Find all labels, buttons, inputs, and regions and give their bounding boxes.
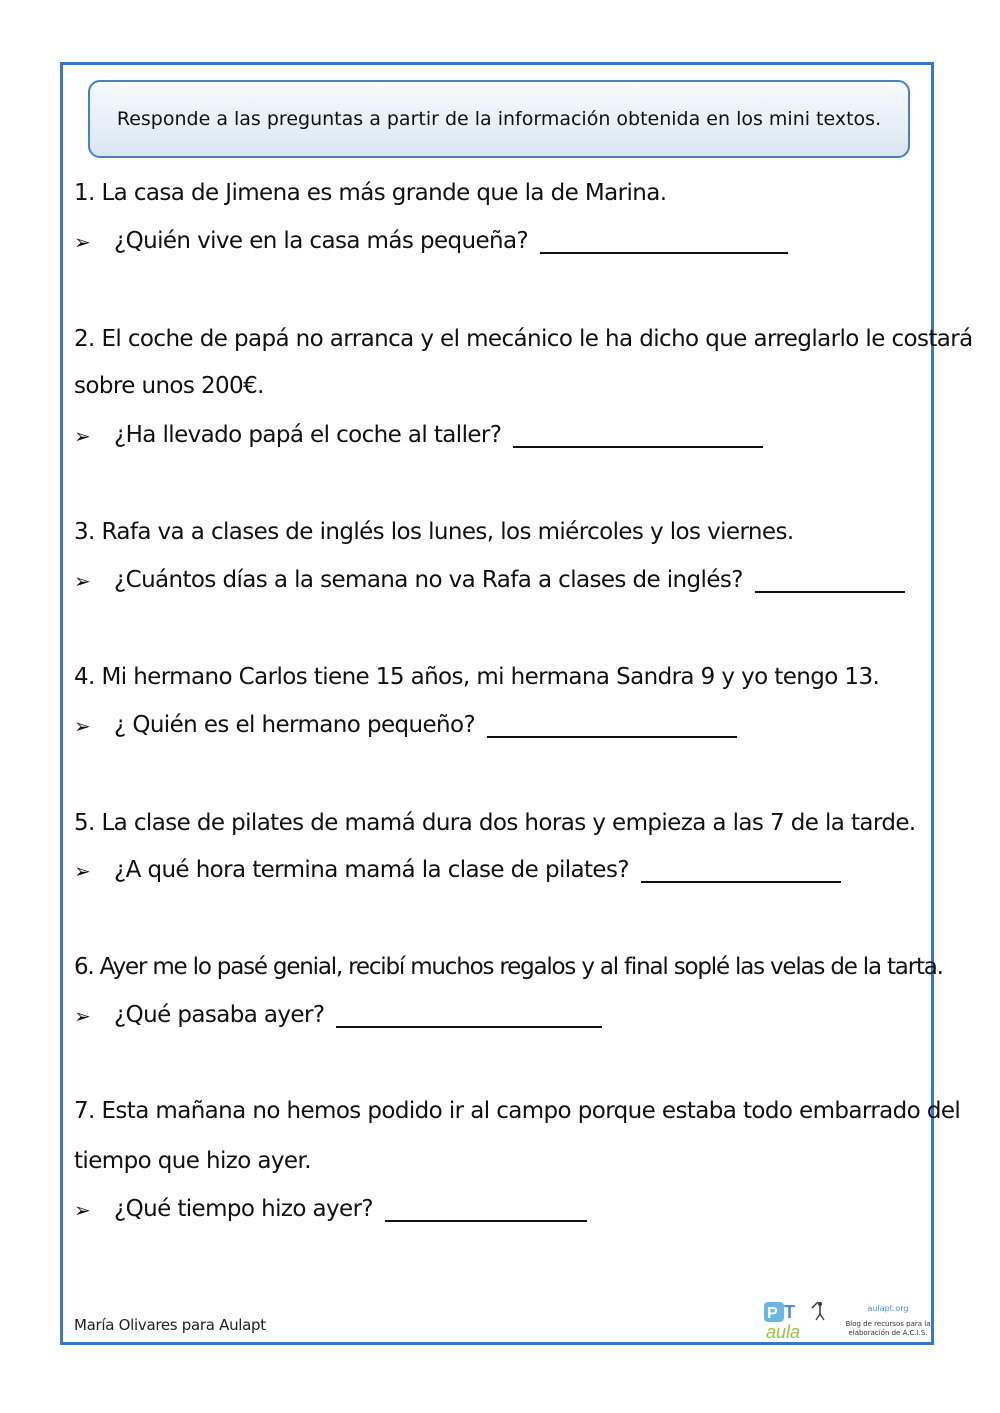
logo-site: aulapt.org <box>867 1304 909 1313</box>
question-3 <box>74 567 905 593</box>
answer-field-2[interactable] <box>513 424 763 448</box>
question-text-6: ¿Qué pasaba ayer? <box>114 1002 325 1028</box>
statement-3: 3. Rafa va a clases de inglés los lunes, los miércoles y los viernes. <box>74 519 794 545</box>
question-text-7: ¿Qué tiempo hizo ayer? <box>114 1196 374 1222</box>
question-4 <box>74 712 737 738</box>
statement-4: 4. Mi hermano Carlos tiene 15 años, mi hermana Sandra 9 y yo tengo 13. <box>74 664 880 690</box>
statement-6: 6. Ayer me lo pasé genial, recibí muchos regalos y al final soplé las velas de la tarta. <box>74 954 943 980</box>
svg-text:T: T <box>784 1302 795 1322</box>
arrow-bullet-icon: ➢ <box>74 1198 91 1222</box>
answer-field-5[interactable] <box>641 859 841 883</box>
statement-7-line-1: 7. Esta mañana no hemos podido ir al campo porque estaba todo embarrado del <box>74 1098 961 1124</box>
question-5 <box>74 857 841 883</box>
statement-1: 1. La casa de Jimena es más grande que la de Marina. <box>74 180 667 206</box>
svg-text:aula: aula <box>766 1322 801 1342</box>
question-text-1: ¿Quién vive en la casa más pequeña? <box>114 228 529 254</box>
question-text-4: ¿ Quién es el hermano pequeño? <box>114 712 476 738</box>
statement-2-line-2: sobre unos 200€. <box>74 373 264 399</box>
answer-field-4[interactable] <box>487 714 737 738</box>
question-text-2: ¿Ha llevado papá el coche al taller? <box>114 422 502 448</box>
statement-2-line-1: 2. El coche de papá no arranca y el mecánico le ha dicho que arreglarlo le costará <box>74 326 973 352</box>
arrow-bullet-icon: ➢ <box>74 424 91 448</box>
answer-field-3[interactable] <box>755 569 905 593</box>
arrow-bullet-icon: ➢ <box>74 569 91 593</box>
instruction-box <box>88 80 910 158</box>
aulapt-logo <box>760 1298 936 1344</box>
question-2 <box>74 422 763 448</box>
pt-aula-logo-icon <box>760 1298 840 1344</box>
logo-caption-1: Blog de recursos para la <box>845 1320 931 1328</box>
author-credit: María Olivares para Aulapt <box>74 1316 266 1334</box>
arrow-bullet-icon: ➢ <box>74 1004 91 1028</box>
answer-field-6[interactable] <box>336 1004 602 1028</box>
arrow-bullet-icon: ➢ <box>74 714 91 738</box>
svg-text:P: P <box>767 1305 778 1322</box>
statement-7-line-2: tiempo que hizo ayer. <box>74 1148 311 1174</box>
question-text-3: ¿Cuántos días a la semana no va Rafa a clases de inglés? <box>114 567 743 593</box>
instruction-text: Responde a las preguntas a partir de la información obtenida en los mini textos. <box>116 107 882 130</box>
logo-caption-2: elaboración de A.C.I.S. <box>848 1329 928 1337</box>
question-6 <box>74 1002 602 1028</box>
statement-5: 5. La clase de pilates de mamá dura dos horas y empieza a las 7 de la tarde. <box>74 810 916 836</box>
question-text-5: ¿A qué hora termina mamá la clase de pilates? <box>114 857 629 883</box>
question-7 <box>74 1196 587 1222</box>
question-1 <box>74 228 788 254</box>
answer-field-1[interactable] <box>540 230 788 254</box>
arrow-bullet-icon: ➢ <box>74 230 91 254</box>
answer-field-7[interactable] <box>385 1198 587 1222</box>
arrow-bullet-icon: ➢ <box>74 859 91 883</box>
